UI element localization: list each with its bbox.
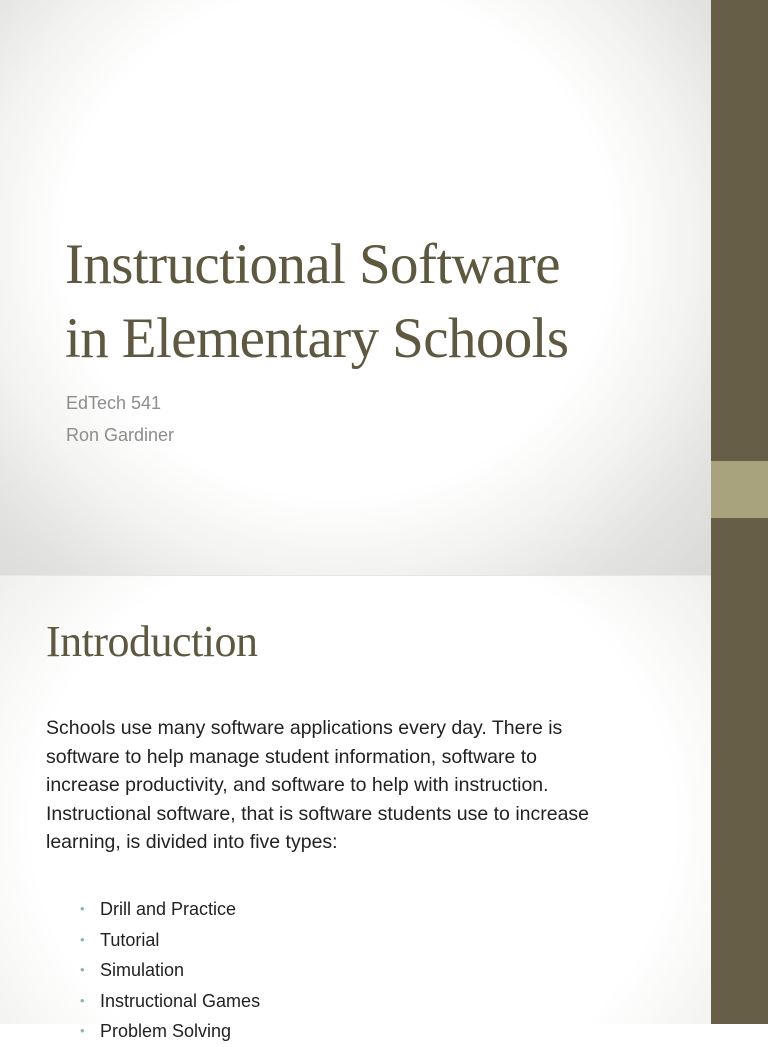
list-item-label: Simulation [100,960,185,980]
bullet-icon: • [80,1023,85,1038]
course-label: EdTech 541 [66,393,162,413]
list-item [80,986,260,1017]
author-name: Ron Gardiner [66,425,175,445]
presentation-subtitle [66,387,174,451]
bullet-icon: • [80,962,85,977]
introduction-title: Introduction [46,617,258,666]
list-item-label: Instructional Games [100,990,261,1011]
bullet-icon: • [80,901,85,916]
list-item [80,894,260,925]
list-item-label: Tutorial [100,929,160,950]
introduction-body [46,714,666,857]
introduction-body-line: Instructional software, that is software students use to increase [46,802,590,825]
software-types-list [80,894,260,1047]
list-item [80,925,260,956]
introduction-body-line: software to help manage student information, software to [46,745,538,768]
list-item-label: Problem Solving [100,1021,232,1041]
introduction-body-line: learning, is divided into five types: [46,831,338,853]
presentation-title-line: in Elementary Schools [65,307,569,370]
introduction-body-line: increase productivity, and software to help with instruction. [46,774,549,796]
bullet-icon: • [80,931,85,947]
list-item [80,1016,260,1047]
presentation-title [65,228,705,376]
list-item-label: Drill and Practice [100,899,237,919]
introduction-body-line: Schools use many software applications every day. There is [46,717,563,739]
list-item [80,955,260,986]
presentation-title-line: Instructional Software [65,233,560,296]
decorative-edge-accent [711,461,768,518]
bullet-icon: • [80,992,85,1008]
